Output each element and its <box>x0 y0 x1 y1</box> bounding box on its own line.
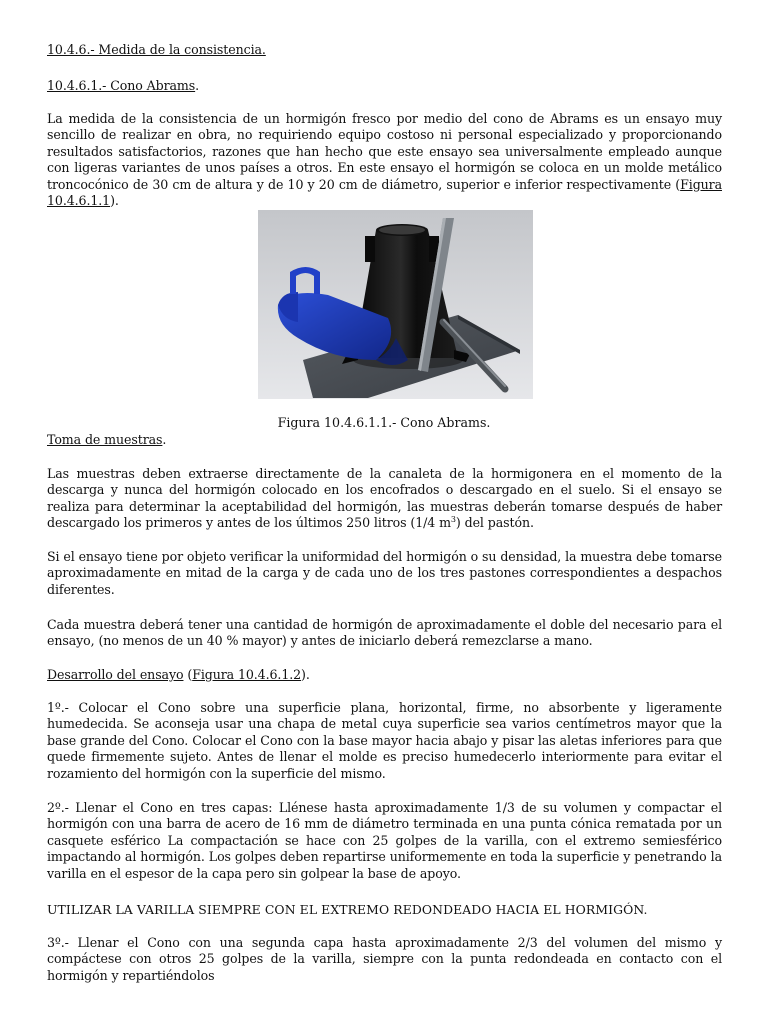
sampling-heading-suffix: . <box>162 432 167 447</box>
sampling-p1-tail: ) del pastón. <box>455 515 534 531</box>
figure-caption: Figura 10.4.6.1.1.- Cono Abrams. <box>277 415 491 430</box>
figure-link-2[interactable]: Figura 10.4.6.1.2 <box>192 667 302 682</box>
section-heading-text: 10.4.6.- Medida de la consistencia. <box>47 42 266 57</box>
intro-tail: ). <box>110 193 119 209</box>
procedure-heading <box>47 667 722 683</box>
sampling-p1-text: Las muestras deben extraerse directamente de la canaleta de la hormigonera en el momento de la descarga y nunca del hormigón colocado en los encofrados o descargado en el suelo. Si el ensayo se realiza para determinar la aceptabilidad del hormigón, las muestras deberán tomarse después de haber descargado los primeros y antes de los últimos 250 litros (1/4 m <box>47 466 722 531</box>
subsection-heading-text: 10.4.6.1.- Cono Abrams <box>47 78 196 93</box>
sampling-heading <box>47 432 722 448</box>
procedure-heading-gap: ( <box>183 667 193 682</box>
abrams-cone-photo <box>258 210 533 399</box>
section-heading <box>47 42 722 58</box>
procedure-heading-tail: ). <box>301 667 310 682</box>
abrams-cone-illustration <box>258 210 533 399</box>
procedure-warning: UTILIZAR LA VARILLA SIEMPRE CON EL EXTREMO REDONDEADO HACIA EL HORMIGÓN. <box>47 902 648 917</box>
sampling-paragraph-2: Si el ensayo tiene por objeto verificar la uniformidad del hormigón o su densidad, la muestra debe tomarse aproximadamente en mitad de la carga y de cada uno de los tres pastones correspondientes a despachos diferentes. <box>47 549 722 597</box>
procedure-step-2: 2º.- Llenar el Cono en tres capas: Llénese hasta aproximadamente 1/3 de su volumen y compactar el hormigón con una barra de acero de 16 mm de diámetro terminada en una punta cónica rematada por un casquete esférico La compactación se hace con 25 golpes de la varilla, con el extremo semiesférico impactando al hormigón. Los golpes deben repartirse uniformemente en toda la superficie y penetrando la varilla en el espesor de la capa pero sin golpear la base de apoyo. <box>47 800 722 881</box>
cubic-superscript: 3 <box>450 515 456 525</box>
intro-text: La medida de la consistencia de un hormigón fresco por medio del cono de Abrams es un ensayo muy sencillo de realizar en obra, no requiriendo equipo costoso ni personal especializado y proporcionando resultados satisfactorios, razones que han hecho que este ensayo sea universalmente empleado aunque con ligeras variantes de unos países a otros. En este ensayo el hormigón se coloca en un molde metálico troncocónico de 30 cm de altura y de 10 y 20 cm de diámetro, superior e inferior respectivamente ( <box>47 111 722 192</box>
sampling-paragraph-3: Cada muestra deberá tener una cantidad de hormigón de aproximadamente el doble del necesario para el ensayo, (no menos de un 40 % mayor) y antes de iniciarlo deberá remezclarse a mano. <box>47 617 722 649</box>
figure-link-1[interactable]: Figura 10.4.6.1.1 <box>47 176 722 209</box>
procedure-step-1: 1º.- Colocar el Cono sobre una superficie plana, horizontal, firme, no absorbente y ligeramente humedecida. Se aconseja usar una chapa de metal cuya superficie sea varios centímetros mayor que la base grande del Cono. Colocar el Cono con la base mayor hacia abajo y pisar las aletas inferiores para que quede firmemente sujeto. Antes de llenar el molde es preciso humedecerlo interiormente para evitar el rozamiento del hormigón con la superficie del mismo. <box>47 700 722 781</box>
procedure-heading-text: Desarrollo del ensayo <box>47 667 184 682</box>
sampling-heading-text: Toma de muestras <box>47 432 163 447</box>
subsection-heading <box>47 78 722 94</box>
sampling-paragraph-1 <box>47 466 722 532</box>
subsection-heading-suffix: . <box>195 78 200 93</box>
procedure-step-3: 3º.- Llenar el Cono con una segunda capa hasta aproximadamente 2/3 del volumen del mismo y compáctese con otros 25 golpes de la varilla, siempre con la punta redondeada en contacto con el hormigón y repartiéndolos <box>47 935 722 983</box>
intro-paragraph <box>47 111 722 209</box>
